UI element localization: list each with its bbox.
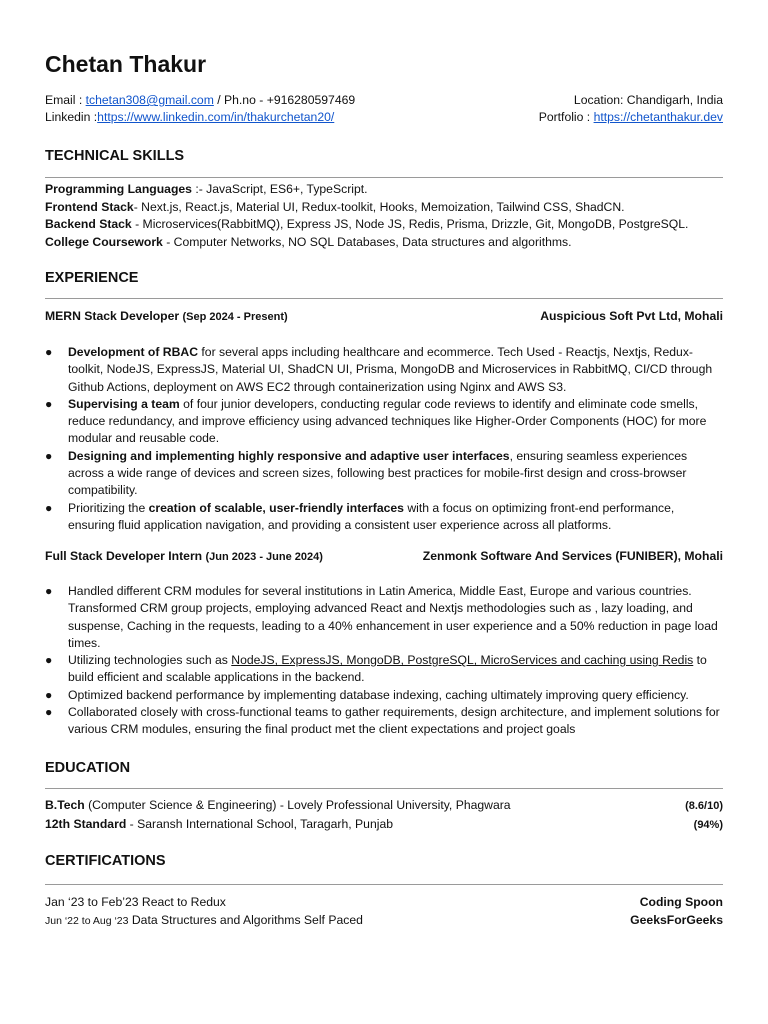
bullet-text: with a focus on optimizing front-end performance, ensuring fluid application navigation, and providing a consistent user experience across all platforms. — [68, 500, 675, 532]
list-item — [45, 344, 723, 396]
skill-text: - Next.js, React.js, Material UI, Redux-toolkit, Hooks, Memoization, Tailwind CSS, ShadCN. — [133, 199, 625, 214]
job-dates: (Jun 2023 - June 2024) — [205, 551, 323, 563]
bullet-text: Optimized backend performance by implementing database indexing, caching ultimately improving query efficiency. — [68, 687, 689, 702]
candidate-name: Chetan Thakur — [45, 51, 207, 77]
skill-label: Programming Languages — [45, 182, 192, 196]
education-list — [45, 797, 723, 835]
bullet-dot: ● — [45, 396, 53, 411]
bullet-dot: ● — [45, 705, 53, 720]
job-company: Zenmonk Software And Services (FUNIBER), Mohali — [422, 549, 723, 563]
list-item — [45, 704, 723, 739]
bullet-dot: ● — [45, 448, 53, 463]
bullet-text: Utilizing technologies such as — [68, 653, 232, 668]
cert-name: React to Redux — [138, 895, 226, 909]
list-item — [45, 396, 723, 448]
skill-text: :- JavaScript, ES6+, TypeScript. — [191, 182, 368, 196]
portfolio-label: Portfolio : — [538, 110, 594, 124]
list-item — [45, 500, 723, 535]
job-dates: (Sep 2024 - Present) — [182, 311, 288, 323]
skills-heading: TECHNICAL SKILLS — [45, 148, 185, 164]
bullet-text: for several apps including healthcare and ecommerce. Tech Used - Reactjs, Nextjs, Redux-toolkit, NodeJS, ExpressJS, Material UI, ShadCN UI, Prisma, MongoDB and Microservices in RabbitMQ, CI/CD through Github Actions, deployment on AWS EC2 through containerization using Nginx and AWS S3. — [68, 345, 713, 394]
education-heading: EDUCATION — [45, 760, 131, 776]
portfolio-link[interactable]: https://chetanthakur.dev — [593, 110, 723, 124]
skill-row — [45, 181, 723, 199]
bullet-underlined: NodeJS, ExpressJS, MongoDB, PostgreSQL, MicroServices and caching using Redis — [231, 653, 694, 668]
list-item — [45, 448, 723, 500]
job-title-text: MERN Stack Developer — [45, 309, 183, 323]
experience-heading: EXPERIENCE — [45, 270, 139, 286]
certifications-heading: CERTIFICATIONS — [45, 853, 166, 869]
cert-dates: Jan ‘23 to Feb’23 — [45, 895, 139, 909]
list-item — [45, 583, 723, 652]
degree-text: - Saransh International School, Taragarh, Punjab — [126, 817, 393, 831]
skill-row — [45, 216, 723, 234]
cert-name: Data Structures and Algorithms Self Paced — [128, 913, 363, 927]
bullet-bold: creation of scalable, user-friendly interfaces — [148, 500, 404, 515]
degree-label: B.Tech — [45, 798, 85, 812]
bullet-dot: ● — [45, 345, 53, 359]
degree-score: (94%) — [693, 819, 723, 831]
portfolio-line — [539, 109, 723, 126]
bullet-dot: ● — [45, 500, 53, 515]
bullet-bold: Supervising a team — [68, 396, 180, 411]
email-link[interactable]: tchetan308@gmail.com — [85, 93, 214, 107]
job-header — [45, 309, 723, 327]
skill-label: Frontend Stack — [45, 199, 134, 214]
bullet-text: of four junior developers, conducting regular code reviews to identify and eliminate code smells, reduce redundancy, and improve efficiency using advanced techniques like Higher-Order Components (HOC) for more modular and reusable code. — [68, 396, 707, 446]
job-title — [45, 309, 288, 323]
section-divider — [45, 298, 723, 299]
job-bullets — [45, 344, 723, 534]
skill-row — [45, 199, 723, 217]
email-line — [45, 92, 355, 109]
section-divider — [45, 177, 723, 178]
skill-row — [45, 234, 723, 252]
list-item — [45, 687, 723, 704]
email-label: Email : — [45, 93, 86, 107]
job-bullets — [45, 583, 723, 739]
job-header — [45, 549, 723, 567]
linkedin-label: Linkedin : — [45, 110, 98, 124]
education-row — [45, 816, 723, 835]
certifications-list — [45, 894, 723, 930]
section-divider — [45, 884, 723, 885]
skill-text: - Microservices(RabbitMQ), Express JS, Node JS, Redis, Prisma, Drizzle, Git, MongoDB, PostgreSQL. — [131, 217, 689, 231]
skill-label: Backend Stack — [45, 217, 132, 231]
list-item — [45, 652, 723, 687]
job-company: Auspicious Soft Pvt Ltd, Mohali — [540, 309, 723, 323]
cert-dates: Jun ‘22 to Aug ‘23 — [45, 915, 129, 927]
cert-org: Coding Spoon — [639, 895, 723, 909]
bullet-bold: Designing and implementing highly responsive and adaptive user interfaces — [68, 448, 510, 463]
linkedin-line — [45, 109, 334, 126]
phone-text: / Ph.no - +916280597469 — [213, 93, 356, 107]
certification-row — [45, 894, 723, 912]
bullet-text: Collaborated closely with cross-functional teams to gather requirements, design architecture, and implement solutions for various CRM modules, ensuring the final product met the client expectations and project goals — [68, 705, 720, 737]
bullet-text: to build efficient and scalable applications in the backend. — [68, 653, 707, 685]
cert-org: GeeksForGeeks — [630, 913, 723, 927]
bullet-text: Handled different CRM modules for several institutions in Latin America, Middle East, Europe and various countries. Transformed CRM group projects, employing advanced React and Nextjs methodologies such as , lazy loading, and suspense, Caching in the requests, leading to a 40% enhancement in user experience and a 50% reduction in page load times. — [68, 584, 718, 650]
degree-text: (Computer Science & Engineering) - Lovely Professional University, Phagwara — [84, 798, 511, 812]
skills-list — [45, 181, 723, 251]
section-divider — [45, 788, 723, 789]
skill-label: College Coursework — [45, 234, 163, 249]
bullet-dot: ● — [45, 687, 53, 702]
certification-row — [45, 912, 723, 930]
location-text: Location: Chandigarh, India — [573, 93, 723, 107]
degree-score: (8.6/10) — [685, 800, 723, 812]
linkedin-link[interactable]: https://www.linkedin.com/in/thakurchetan20/ — [97, 110, 335, 124]
job-title — [45, 549, 323, 563]
bullet-text: , ensuring seamless experiences across a wide range of devices and screen sizes, following best practices for mobile-first design and cross-browser compatibility. — [68, 448, 688, 498]
degree-label: 12th Standard — [45, 817, 127, 831]
skill-text: - Computer Networks, NO SQL Databases, Data structures and algorithms. — [162, 234, 572, 249]
bullet-text: Prioritizing the — [68, 500, 149, 515]
bullet-dot: ● — [45, 653, 53, 668]
job-title-text: Full Stack Developer Intern — [45, 549, 206, 563]
bullet-bold: Development of RBAC — [68, 345, 199, 359]
education-row — [45, 797, 723, 816]
bullet-dot: ● — [45, 584, 53, 598]
